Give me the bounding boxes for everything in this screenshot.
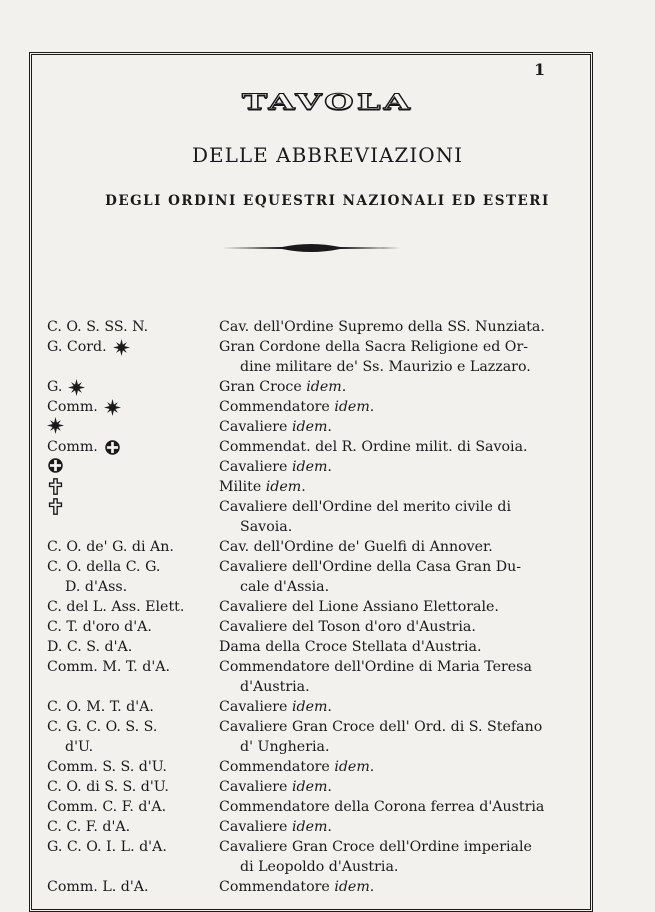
list-item bbox=[0, 717, 655, 737]
idem-text: idem bbox=[291, 459, 328, 475]
description: Cav. dell'Ordine Supremo della SS. Nunziata. bbox=[219, 319, 545, 335]
desc-text: Commendatore bbox=[219, 879, 335, 895]
abbreviation: C. O. de' G. di An. bbox=[47, 539, 174, 555]
list-item bbox=[0, 577, 655, 597]
list-item bbox=[0, 377, 655, 397]
list-item bbox=[0, 317, 655, 337]
list-item bbox=[0, 457, 655, 477]
list-item bbox=[0, 757, 655, 777]
page-subtitle: DELLE ABBREVIAZIONI bbox=[191, 143, 464, 167]
list-item bbox=[0, 357, 655, 377]
abbreviation: C. C. F. d'A. bbox=[47, 819, 131, 835]
desc-text: Gran Croce bbox=[219, 379, 307, 395]
abbreviation bbox=[47, 477, 64, 496]
desc-end: . bbox=[301, 479, 306, 495]
list-item bbox=[0, 517, 655, 537]
page-subheading: DEGLI ORDINI EQUESTRI NAZIONALI ED ESTERI bbox=[105, 193, 550, 209]
abbreviation-continuation: d'U. bbox=[65, 739, 94, 755]
abbreviation: Comm. M. T. d'A. bbox=[47, 659, 171, 675]
description bbox=[219, 757, 374, 777]
desc-text: Cavaliere bbox=[219, 779, 292, 795]
page-number: 1 bbox=[534, 60, 546, 79]
abbreviation bbox=[47, 457, 64, 474]
desc-text: Milite bbox=[219, 479, 266, 495]
abbreviation: C. O. M. T. d'A. bbox=[47, 699, 154, 715]
description bbox=[219, 777, 332, 797]
abbreviation-text: Comm. bbox=[47, 399, 98, 415]
list-item bbox=[0, 337, 655, 357]
star-cross-icon bbox=[113, 339, 130, 356]
abbreviation: Comm. C. F. d'A. bbox=[47, 799, 167, 815]
description: Cavaliere Gran Croce dell' Ord. di S. Stefano bbox=[219, 719, 543, 735]
description-continuation: dine militare de' Ss. Maurizio e Lazzaro. bbox=[240, 359, 531, 375]
list-item bbox=[0, 497, 655, 517]
idem-text: idem bbox=[291, 419, 328, 435]
desc-end: . bbox=[341, 379, 347, 395]
desc-end: . bbox=[327, 459, 332, 475]
desc-end: . bbox=[327, 819, 332, 835]
description: Commendatore della Corona ferrea d'Austria bbox=[219, 799, 545, 815]
description: Gran Cordone della Sacra Religione ed Or- bbox=[219, 339, 529, 355]
idem-text: idem bbox=[291, 779, 328, 795]
description: Cavaliere del Lione Assiano Elettorale. bbox=[219, 599, 499, 615]
abbreviation: G. C. O. I. L. d'A. bbox=[47, 839, 167, 855]
desc-end: . bbox=[369, 759, 375, 775]
abbreviation bbox=[47, 397, 121, 417]
abbreviation: Comm. L. d'A. bbox=[47, 879, 149, 895]
list-item bbox=[0, 797, 655, 817]
list-item bbox=[0, 537, 655, 557]
description bbox=[219, 377, 346, 397]
idem-text: idem bbox=[334, 399, 370, 415]
abbreviation: C. G. C. O. S. S. bbox=[47, 719, 158, 735]
description: Commendatore dell'Ordine di Maria Teresa bbox=[219, 659, 532, 675]
list-item bbox=[0, 637, 655, 657]
list-item bbox=[0, 397, 655, 417]
desc-end: . bbox=[369, 399, 375, 415]
list-item bbox=[0, 697, 655, 717]
description: Cavaliere Gran Croce dell'Ordine imperiale bbox=[219, 839, 532, 855]
list-item bbox=[0, 617, 655, 637]
description-continuation: d' Ungheria. bbox=[240, 739, 330, 755]
abbreviation bbox=[47, 497, 64, 516]
description bbox=[219, 477, 306, 497]
list-item bbox=[0, 597, 655, 617]
list-item bbox=[0, 437, 655, 457]
desc-end: . bbox=[327, 779, 332, 795]
description-continuation: Savoia. bbox=[240, 519, 293, 535]
list-item bbox=[0, 817, 655, 837]
description bbox=[219, 397, 374, 417]
desc-end: . bbox=[327, 419, 332, 435]
list-item bbox=[0, 777, 655, 797]
desc-text: Cavaliere bbox=[219, 819, 292, 835]
desc-end: . bbox=[327, 699, 332, 715]
savoy-cross-icon bbox=[47, 457, 64, 474]
description: Cav. dell'Ordine de' Guelfi di Annover. bbox=[219, 539, 493, 555]
list-item bbox=[0, 657, 655, 677]
description bbox=[219, 877, 374, 897]
idem-text: idem bbox=[334, 759, 370, 775]
abbreviation: C. O. di S. S. d'U. bbox=[47, 779, 169, 795]
description bbox=[219, 457, 332, 477]
idem-text: idem bbox=[265, 479, 302, 495]
list-item bbox=[0, 677, 655, 697]
abbreviation: D. C. S. d'A. bbox=[47, 639, 133, 655]
description: Commendat. del R. Ordine milit. di Savoia. bbox=[219, 439, 528, 455]
description bbox=[219, 417, 332, 437]
description: Dama della Croce Stellata d'Austria. bbox=[219, 639, 482, 655]
abbreviation-text: G. Cord. bbox=[47, 339, 107, 355]
abbreviation: Comm. S. S. d'U. bbox=[47, 759, 167, 775]
abbreviation bbox=[47, 377, 85, 397]
list-item bbox=[0, 557, 655, 577]
abbreviation-text: Comm. bbox=[47, 439, 98, 455]
abbreviation bbox=[47, 337, 130, 357]
list-item bbox=[0, 877, 655, 897]
abbreviation: C. del L. Ass. Elett. bbox=[47, 599, 185, 615]
desc-text: Cavaliere bbox=[219, 419, 292, 435]
abbreviations-list bbox=[0, 317, 655, 897]
desc-text: Commendatore bbox=[219, 399, 335, 415]
description bbox=[219, 697, 332, 717]
description-continuation: cale d'Assia. bbox=[240, 579, 330, 595]
abbreviation bbox=[47, 417, 64, 434]
page-title: TAVOLA bbox=[241, 90, 414, 115]
list-item bbox=[0, 837, 655, 857]
star-cross-icon bbox=[104, 399, 121, 416]
abbreviation: C. O. S. SS. N. bbox=[47, 319, 149, 335]
description bbox=[219, 817, 332, 837]
description: Cavaliere del Toson d'oro d'Austria. bbox=[219, 619, 476, 635]
list-item bbox=[0, 857, 655, 877]
ornamental-divider bbox=[222, 241, 400, 255]
list-item bbox=[0, 477, 655, 497]
desc-text: Cavaliere bbox=[219, 699, 292, 715]
star-cross-icon bbox=[47, 417, 64, 434]
description: Cavaliere dell'Ordine della Casa Gran Du- bbox=[219, 559, 522, 575]
idem-text: idem bbox=[306, 379, 342, 395]
abbreviation: C. O. della C. G. bbox=[47, 559, 161, 575]
abbreviation: C. T. d'oro d'A. bbox=[47, 619, 152, 635]
desc-end: . bbox=[369, 879, 375, 895]
abbreviation-text: G. bbox=[47, 379, 63, 395]
idem-text: idem bbox=[291, 699, 328, 715]
star-cross-icon bbox=[68, 379, 85, 396]
description: Cavaliere dell'Ordine del merito civile di bbox=[219, 499, 512, 515]
list-item bbox=[0, 417, 655, 437]
latin-cross-icon bbox=[47, 497, 64, 516]
abbreviation-continuation: D. d'Ass. bbox=[65, 579, 128, 595]
description-continuation: d'Austria. bbox=[240, 679, 310, 695]
idem-text: idem bbox=[291, 819, 328, 835]
idem-text: idem bbox=[334, 879, 370, 895]
latin-cross-icon bbox=[47, 477, 64, 496]
desc-text: Commendatore bbox=[219, 759, 335, 775]
desc-text: Cavaliere bbox=[219, 459, 292, 475]
description-continuation: di Leopoldo d'Austria. bbox=[240, 859, 399, 875]
list-item bbox=[0, 737, 655, 757]
savoy-cross-icon bbox=[104, 439, 121, 456]
abbreviation bbox=[47, 437, 121, 457]
